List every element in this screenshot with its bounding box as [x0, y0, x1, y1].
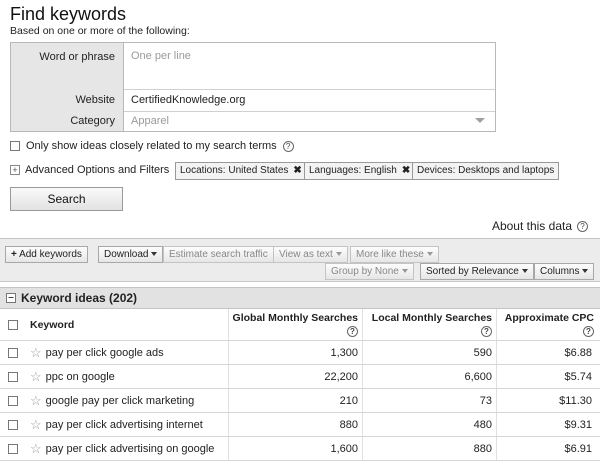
global-searches-cell: 1,300: [330, 346, 358, 359]
column-divider: [496, 309, 497, 340]
cpc-cell: $11.30: [559, 394, 592, 407]
chevron-down-icon: [522, 269, 528, 273]
local-searches-cell: 480: [473, 418, 492, 431]
estimate-traffic-button[interactable]: Estimate search traffic: [163, 246, 274, 263]
advanced-options-label: Advanced Options and Filters: [25, 164, 170, 176]
sort-by-button[interactable]: [420, 263, 534, 280]
table-row[interactable]: [0, 437, 600, 461]
keyword-ideas-header[interactable]: [0, 287, 600, 309]
star-icon[interactable]: ☆: [30, 440, 42, 456]
local-searches-label: Local Monthly Searches: [371, 312, 492, 324]
keyword-cell: [30, 341, 228, 364]
select-all-cell: [8, 309, 22, 340]
keyword-cell: [30, 413, 228, 436]
keyword-cell: [30, 365, 228, 388]
star-icon[interactable]: ☆: [30, 344, 42, 360]
column-divider: [496, 413, 497, 436]
website-input[interactable]: [124, 90, 495, 112]
results-toolbar: [0, 238, 600, 282]
cpc-cell: $9.31: [564, 418, 592, 431]
advanced-options-toggle[interactable]: [10, 164, 169, 176]
row-select-cell: [8, 437, 22, 460]
cpc-header[interactable]: [496, 309, 600, 340]
column-divider: [496, 365, 497, 388]
local-searches-cell: 73: [479, 394, 492, 407]
column-divider: [362, 341, 363, 364]
expand-plus-icon: +: [10, 165, 20, 175]
row-checkbox[interactable]: [8, 396, 18, 406]
table-row[interactable]: [0, 341, 600, 365]
plus-icon: +: [11, 249, 17, 260]
language-filter-chip[interactable]: [304, 162, 415, 180]
group-by-button[interactable]: [325, 263, 414, 280]
collapse-minus-icon[interactable]: –: [6, 293, 16, 303]
group-by-label: Group by None: [331, 266, 399, 277]
word-phrase-placeholder: One per line: [131, 50, 191, 62]
cpc-cell: $6.88: [564, 346, 592, 359]
column-divider: [228, 341, 229, 364]
help-icon[interactable]: ?: [347, 326, 358, 337]
close-icon[interactable]: ✖: [293, 165, 302, 176]
row-checkbox[interactable]: [8, 372, 18, 382]
row-checkbox[interactable]: [8, 420, 18, 430]
global-searches-label: Global Monthly Searches: [232, 312, 358, 324]
keyword-cell: [30, 389, 228, 412]
row-select-cell: [8, 389, 22, 412]
keyword-text[interactable]: google pay per click marketing: [45, 394, 195, 407]
global-searches-cell: 22,200: [324, 370, 358, 383]
cpc-cell: $5.74: [564, 370, 592, 383]
form-labels-column: [11, 43, 124, 131]
table-row[interactable]: [0, 413, 600, 437]
add-keywords-button[interactable]: [5, 246, 88, 263]
category-value: Apparel: [131, 115, 169, 127]
local-searches-cell: 880: [473, 442, 492, 455]
close-icon[interactable]: ✖: [401, 165, 411, 176]
word-phrase-input[interactable]: [124, 43, 495, 90]
category-label: Category: [70, 115, 115, 127]
location-filter-chip[interactable]: [175, 162, 307, 180]
keyword-text[interactable]: pay per click advertising on google: [45, 442, 215, 455]
cpc-cell: $6.91: [564, 442, 592, 455]
add-keywords-label: Add keywords: [19, 249, 82, 260]
language-filter-label: Languages: English: [309, 165, 397, 176]
download-label: Download: [104, 249, 149, 260]
table-row[interactable]: [0, 389, 600, 413]
table-header-row: [0, 309, 600, 341]
global-searches-cell: 880: [339, 418, 358, 431]
about-this-data-link[interactable]: [492, 219, 588, 233]
row-select-cell: [8, 413, 22, 436]
column-divider: [362, 389, 363, 412]
device-filter-label: Devices: Desktops and laptops: [417, 165, 555, 176]
closely-related-checkbox[interactable]: [10, 141, 20, 151]
sort-by-label: Sorted by Relevance: [426, 266, 519, 277]
keyword-text[interactable]: pay per click google ads: [45, 346, 164, 359]
row-select-cell: [8, 365, 22, 388]
global-searches-cell: 1,600: [330, 442, 358, 455]
view-as-text-label: View as text: [279, 249, 333, 260]
word-phrase-label: Word or phrase: [39, 51, 115, 63]
chevron-down-icon: [475, 118, 485, 123]
local-searches-cell: 590: [473, 346, 492, 359]
chevron-down-icon: [427, 252, 433, 256]
star-icon[interactable]: ☆: [30, 368, 42, 384]
keyword-ideas-title: Keyword ideas (202): [21, 291, 138, 305]
view-as-text-button[interactable]: [273, 246, 348, 263]
column-divider: [362, 309, 363, 340]
column-divider: [228, 389, 229, 412]
row-checkbox[interactable]: [8, 444, 18, 454]
closely-related-label: Only show ideas closely related to my search terms: [26, 140, 277, 152]
keyword-cell: [30, 437, 228, 460]
column-divider: [496, 389, 497, 412]
chevron-down-icon: [151, 252, 157, 256]
column-divider: [228, 365, 229, 388]
column-divider: [362, 413, 363, 436]
column-divider: [362, 365, 363, 388]
keyword-column-header[interactable]: Keyword: [30, 318, 75, 331]
closely-related-option: [10, 140, 294, 152]
local-searches-header[interactable]: [362, 309, 496, 340]
row-select-cell: [8, 341, 22, 364]
column-divider: [496, 341, 497, 364]
search-button[interactable]: Search: [10, 187, 123, 211]
global-searches-header[interactable]: [228, 309, 362, 340]
table-row[interactable]: [0, 365, 600, 389]
column-divider: [496, 437, 497, 460]
keyword-text[interactable]: pay per click advertising internet: [45, 418, 203, 431]
column-divider: [228, 309, 229, 340]
keyword-text[interactable]: ppc on google: [45, 370, 115, 383]
column-divider: [228, 437, 229, 460]
star-icon[interactable]: ☆: [30, 392, 42, 408]
more-like-these-label: More like these: [356, 249, 424, 260]
cpc-label: Approximate CPC: [504, 312, 594, 324]
column-divider: [228, 413, 229, 436]
columns-button[interactable]: [534, 263, 594, 280]
chevron-down-icon: [336, 252, 342, 256]
page-title: Find keywords: [10, 4, 127, 24]
select-all-checkbox[interactable]: [8, 320, 18, 330]
keyword-form: [10, 42, 496, 132]
local-searches-cell: 6,600: [464, 370, 492, 383]
page-subtitle: Based on one or more of the following:: [10, 25, 190, 37]
website-value: CertifiedKnowledge.org: [131, 94, 246, 106]
device-filter-chip[interactable]: [412, 162, 559, 180]
download-button[interactable]: [98, 246, 163, 263]
help-icon[interactable]: ?: [583, 326, 594, 337]
star-icon[interactable]: ☆: [30, 416, 42, 432]
global-searches-cell: 210: [339, 394, 358, 407]
column-divider: [362, 437, 363, 460]
category-select[interactable]: [124, 112, 495, 132]
help-icon[interactable]: ?: [283, 141, 294, 152]
location-filter-label: Locations: United States: [180, 165, 289, 176]
more-like-these-button[interactable]: [350, 246, 439, 263]
website-label: Website: [75, 94, 115, 106]
about-this-data-label: About this data: [491, 219, 572, 233]
help-icon[interactable]: ?: [481, 326, 492, 337]
chevron-down-icon: [582, 269, 588, 273]
columns-label: Columns: [540, 266, 580, 277]
chevron-down-icon: [402, 269, 408, 273]
help-icon: ?: [577, 221, 588, 232]
row-checkbox[interactable]: [8, 348, 18, 358]
